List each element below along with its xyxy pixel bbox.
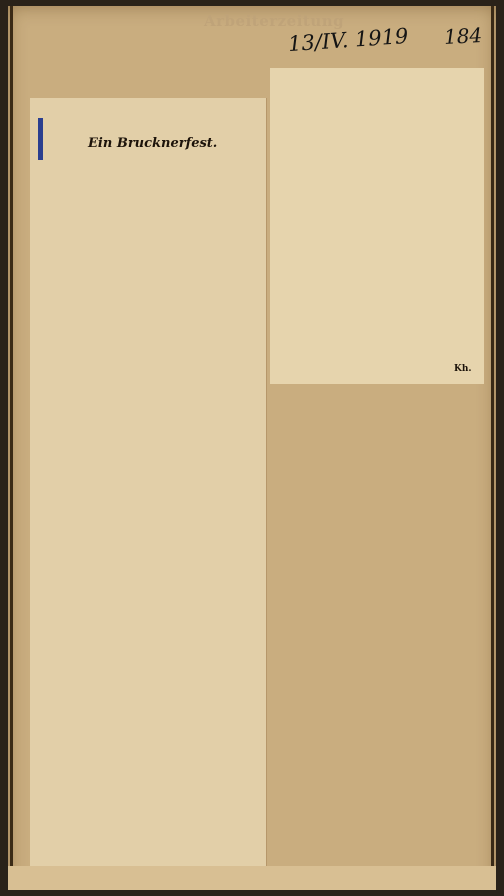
sheet-edge-right xyxy=(491,6,494,890)
article-headline: Ein Brucknerfest. xyxy=(88,136,218,151)
article-body-left xyxy=(38,158,260,858)
masthead: Arbeiterzeitung xyxy=(204,12,345,30)
handwritten-date: 13/IV. 1919 xyxy=(287,23,410,57)
sheet-lower-band xyxy=(8,866,496,890)
handwritten-number: 184 xyxy=(443,23,483,49)
article-signature: Kh. xyxy=(454,364,472,374)
article-body-right xyxy=(276,76,480,370)
sheet-edge-left xyxy=(10,6,13,890)
clipping-sheet xyxy=(8,6,496,890)
headline-marker xyxy=(38,118,43,160)
